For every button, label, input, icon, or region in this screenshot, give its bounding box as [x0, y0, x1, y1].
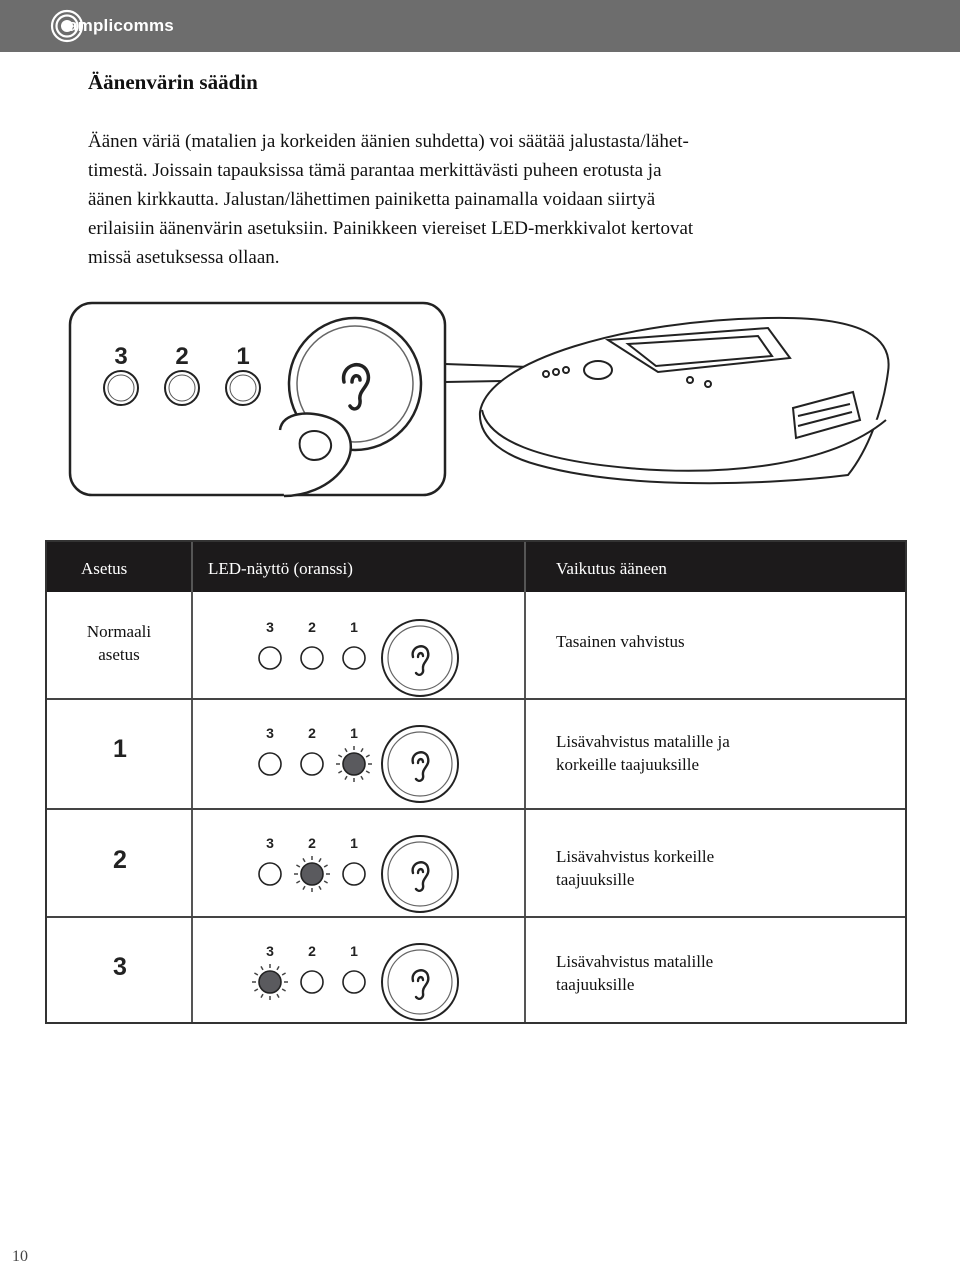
table-row-setting — [47, 620, 191, 666]
effect-line: Lisävahvistus matalille — [556, 952, 714, 971]
effect-line: Lisävahvistus korkeille — [556, 847, 715, 866]
settings-table — [45, 540, 907, 1024]
led-number-3: 3 — [266, 725, 274, 741]
base-station-drawing — [480, 318, 889, 483]
effect-line: Lisävahvistus matalille ja — [556, 732, 730, 751]
table-header — [47, 542, 905, 592]
column-header-effect: Vaikutus ääneen — [556, 559, 667, 578]
led-number-1: 1 — [350, 725, 358, 741]
led-2 — [301, 647, 323, 669]
tone-button — [382, 620, 458, 696]
device-illustration — [68, 300, 898, 500]
led-1 — [343, 753, 365, 775]
section-paragraph — [88, 127, 868, 272]
led-number-1: 1 — [350, 943, 358, 959]
column-header-led: LED-näyttö (oranssi) — [208, 559, 353, 578]
led-3 — [259, 863, 281, 885]
led-2 — [301, 863, 323, 885]
table-row-effect — [556, 730, 730, 776]
led-number-2: 2 — [308, 619, 316, 635]
column-header-setting: Asetus — [81, 559, 128, 578]
brand-name: amplicomms — [68, 16, 174, 35]
led-number-3: 3 — [266, 835, 274, 851]
led-display — [252, 826, 467, 916]
led-number-3: 3 — [266, 943, 274, 959]
led-number-1: 1 — [350, 619, 358, 635]
led-number-3: 3 — [266, 619, 274, 635]
column-divider — [191, 542, 193, 1022]
led-3 — [259, 647, 281, 669]
setting-label-line: asetus — [98, 645, 140, 664]
brand-logo — [50, 8, 174, 44]
led-display — [252, 716, 467, 806]
effect-line: korkeille taajuuksille — [556, 755, 700, 774]
led-number-1: 1 — [236, 343, 250, 370]
led-number-3: 3 — [114, 343, 128, 370]
led-2 — [165, 371, 199, 405]
paragraph-line: timestä. Joissain tapauksissa tämä parantaa merkittävästi puheen erotusta ja — [88, 160, 662, 181]
section-title: Äänenvärin säädin — [88, 70, 258, 94]
led-number-2: 2 — [308, 725, 316, 741]
led-3 — [259, 753, 281, 775]
paragraph-line: missä asetuksessa ollaan. — [88, 247, 280, 268]
led-1 — [226, 371, 260, 405]
tone-button — [382, 944, 458, 1020]
tone-button — [382, 836, 458, 912]
paragraph-line: Äänen väriä (matalien ja korkeiden äänien suhdetta) voi säätää jalustasta/lähet- — [88, 131, 689, 152]
paragraph-line: äänen kirkkautta. Jalustan/lähettimen painiketta painamalla voidaan siirtyä — [88, 189, 656, 210]
led-1 — [343, 647, 365, 669]
led-1 — [343, 863, 365, 885]
setting-number-1: 1 — [113, 735, 127, 763]
led-2 — [301, 753, 323, 775]
table-row-effect — [556, 630, 685, 653]
led-1 — [343, 971, 365, 993]
row-divider — [47, 916, 905, 918]
led-number-2: 2 — [175, 343, 189, 370]
row-divider — [47, 808, 905, 810]
header-bar — [0, 0, 960, 52]
led-number-1: 1 — [350, 835, 358, 851]
setting-label-line: Normaali — [86, 622, 152, 641]
tone-button — [382, 726, 458, 802]
effect-line: taajuuksille — [556, 870, 635, 889]
led-display — [252, 934, 467, 1024]
led-number-2: 2 — [308, 835, 316, 851]
effect-line: Tasainen vahvistus — [556, 632, 685, 651]
led-display — [252, 610, 467, 700]
led-3 — [104, 371, 138, 405]
page-number: 10 — [12, 1248, 28, 1265]
table-row-effect — [556, 950, 713, 996]
paragraph-line: erilaisiin äänenvärin asetuksiin. Painikkeen viereiset LED-merkkivalot kertovat — [88, 218, 694, 239]
row-divider — [47, 698, 905, 700]
table-row-effect — [556, 845, 714, 891]
setting-number-3: 3 — [113, 953, 127, 981]
column-divider — [524, 542, 526, 1022]
led-number-2: 2 — [308, 943, 316, 959]
effect-line: taajuuksille — [556, 975, 635, 994]
setting-number-2: 2 — [113, 846, 127, 874]
led-2 — [301, 971, 323, 993]
led-3 — [259, 971, 281, 993]
